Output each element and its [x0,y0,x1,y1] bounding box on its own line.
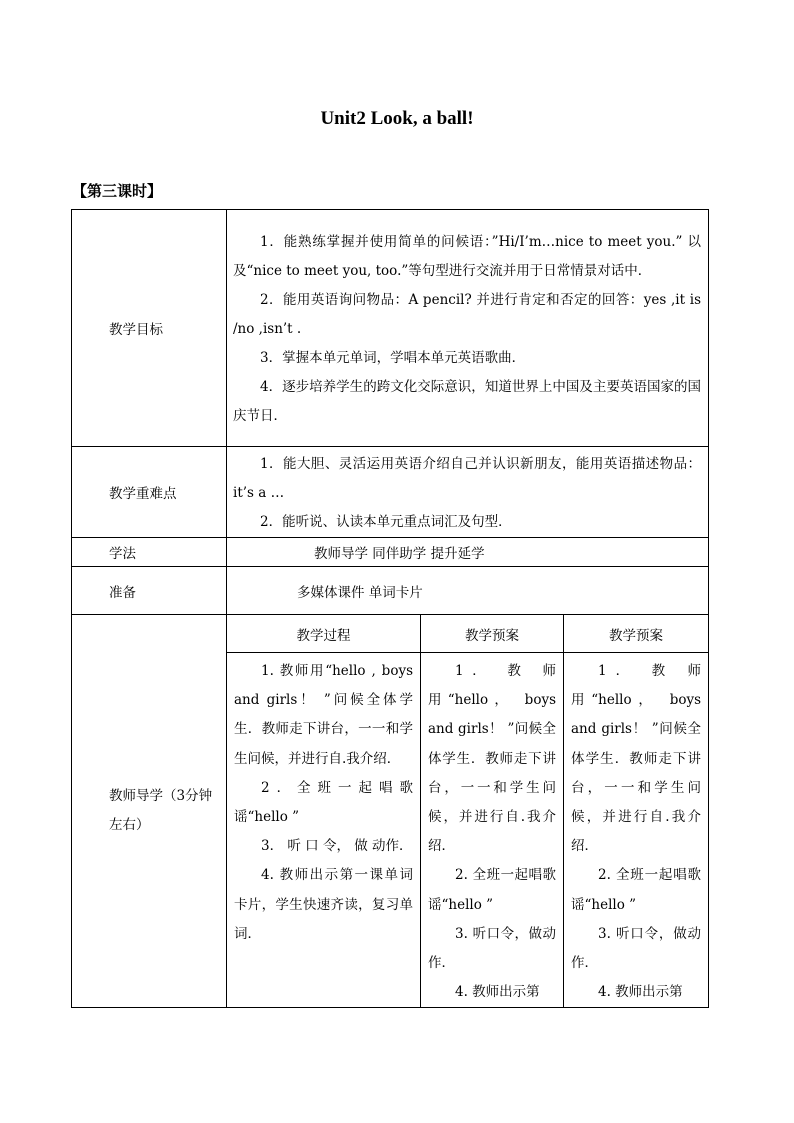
goal-item: 2．能用英语询问物品：A pencil? 并进行肯定和否定的回答：yes ,it is /no ,isn’t . [233,292,702,337]
prep-value: 多媒体课件 单词卡片 [227,567,709,615]
document-title: Unit2 Look, a ball! [320,108,474,129]
plan-step: 1． 教 师 用“hello， boys and girls！ ”问候全体学生．教师走下讲台，一一和学生问候，并进行自.我介绍． [428,663,556,855]
plan-step: 3. 听口令，做动作． [571,925,702,972]
plan-step: 1． 教 师 用“hello， boys and girls！ ”问候全体学生．教师走下讲台，一一和学生问候，并进行自.我介绍． [571,663,702,855]
goals-label: 教学目标 [72,210,227,447]
prep-label: 准备 [72,567,227,615]
plan-step: 4. 教师出示第 [455,984,540,1001]
lesson-label: 【第三课时】 [72,182,163,200]
plan-header: 教学预案 [564,615,709,653]
prep-row [72,567,709,615]
guide-label: 教师导学（3分钟左右） [72,615,227,1008]
plan-step: 4. 教师出示第 [598,984,683,1001]
process-header: 教学过程 [227,615,421,653]
method-label: 学法 [72,538,227,567]
goal-item: 3．掌握本单元单词，学唱本单元英语歌曲． [260,350,526,366]
key-points-row [72,447,709,538]
process-step: 4. 教师出示第一课单词卡片，学生快速齐读，复习单词． [234,867,413,942]
goals-row [72,210,709,447]
process-content [227,653,421,1008]
key-points-label: 教学重难点 [72,447,227,538]
plan-step: 3. 听口令，做动作． [428,925,556,972]
plan-step: 2. 全班一起唱歌谣“hello ” [428,867,556,913]
method-value: 教师导学 同伴助学 提升延学 [227,538,709,567]
key-points-content [227,447,709,538]
method-row [72,538,709,567]
key-point-item: 2．能听说、认读本单元重点词汇及句型． [260,514,512,530]
process-step: 3． 听 口 令， 做 动作． [261,838,413,855]
goal-item: 1．能熟练掌握并使用简单的问候语：”Hi/I’m…nice to meet you.” 以及“nice to meet you, too.”等句型进行交流并用于日常情景对话中． [233,234,702,279]
process-header-row [72,615,709,653]
plan-header: 教学预案 [421,615,564,653]
process-step: 2．全班一起唱歌谣“hello ” [234,779,413,826]
goals-content [227,210,709,447]
goal-item: 4．逐步培养学生的跨文化交际意识，知道世界上中国及主要英语国家的国庆节日． [233,379,702,424]
plan-content [564,653,709,1008]
lesson-plan-table [71,209,709,1008]
plan-step: 2. 全班一起唱歌谣“hello ” [571,867,702,913]
plan-content [421,653,564,1008]
key-point-item: 1．能大胆、灵活运用英语介绍自己并认识新朋友，能用英语描述物品：it’s a … [233,456,702,501]
process-step: 1. 教师用“hello , boys and girls！ ”问候全体学生．教师走下讲台，一一和学生问候，并进行自.我介绍． [234,663,413,767]
